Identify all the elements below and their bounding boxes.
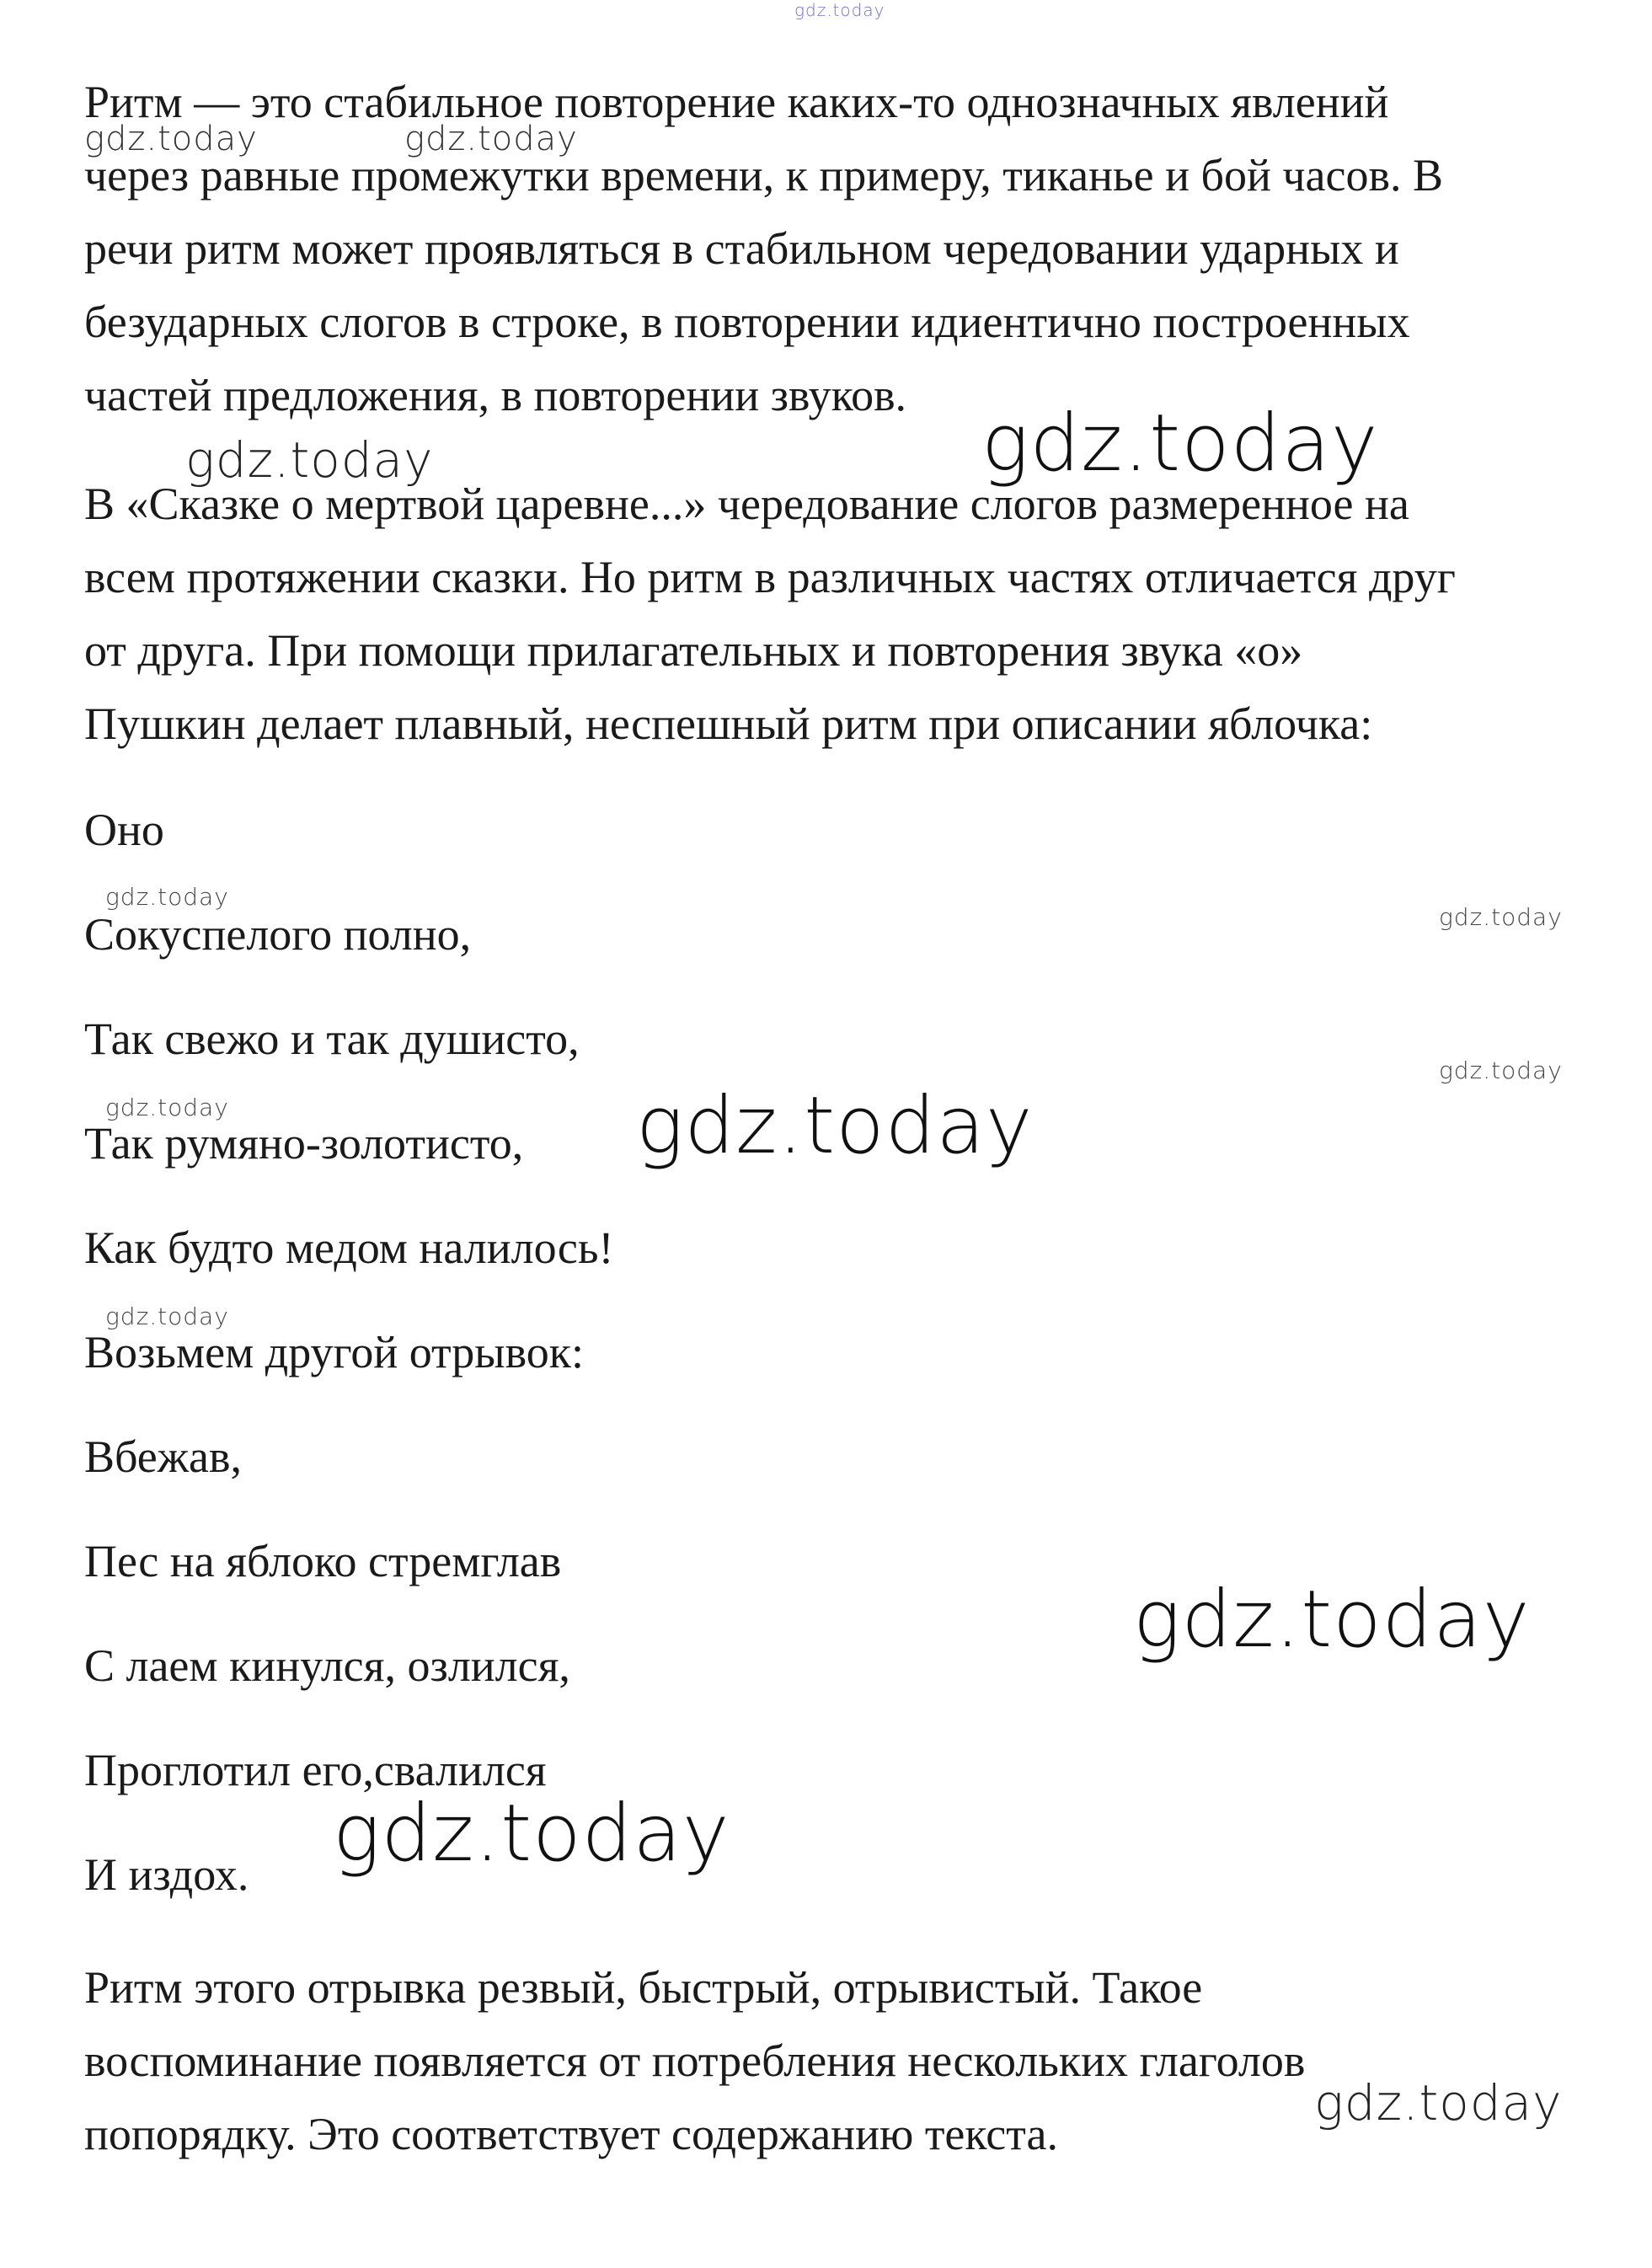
watermark: gdz.today [404, 120, 578, 158]
watermark: gdz.today [1439, 903, 1563, 931]
poem1-line-2: Сокуспелого полно, [84, 909, 472, 960]
paragraph-rhythm-definition: Ритм — это стабильное повторение каких-то однозначных явлений через равные промежутки времени, к примеру, тиканье и бой часов. В речи ритм может проявляться в стабильном чередовании ударных и безударных слогов в строке, в повторении идиентично построенных частей предложения, в повторении звуков. [84, 77, 1443, 420]
watermark-top: gdz.today [794, 0, 885, 20]
watermark: gdz.today [105, 883, 229, 911]
poem1-line-5: Как будто медом налилось! [84, 1222, 614, 1273]
poem2-line-5: И издох. [84, 1849, 249, 1900]
watermark: gdz.today [105, 1094, 229, 1121]
poem1-line-3: Так свежо и так душисто, [84, 1014, 580, 1064]
watermark: gdz.today [1439, 1056, 1563, 1084]
watermark: gdz.today [333, 1788, 730, 1880]
poem2-line-4: Проглотил его,свалился [84, 1745, 547, 1795]
watermark: gdz.today [1314, 2074, 1563, 2132]
watermark: gdz.today [185, 431, 434, 489]
poem1-line-1: Оно [84, 805, 164, 855]
watermark: gdz.today [1133, 1574, 1531, 1666]
poem2-line-3: С лаем кинулся, озлился, [84, 1640, 570, 1691]
poem2-line-2: Пес на яблоко стремглав [84, 1536, 562, 1586]
watermark: gdz.today [105, 1302, 229, 1330]
paragraph-tale-rhythm: В «Сказке о мертвой царевне...» чередование слогов размеренное на всем протяжении сказки. Но ритм в различных частях отличается друг от друга. При помощи прилагательных и повторения звука «о» Пушкин делает плавный, неспешный ритм при описании яблочка: [84, 479, 1456, 749]
intro-second-excerpt: Возьмем другой отрывок: [84, 1327, 584, 1377]
paragraph-second-rhythm: Ритм этого отрывка резвый, быстрый, отрывистый. Такое воспоминание появляется от потребления нескольких глаголов попорядку. Это соответствует содержанию текста. [84, 1962, 1306, 2159]
poem2-line-1: Вбежав, [84, 1431, 243, 1482]
watermark: gdz.today [636, 1080, 1034, 1172]
watermark: gdz.today [981, 398, 1379, 489]
watermark: gdz.today [84, 120, 258, 158]
poem1-line-4: Так румяно-золотисто, [84, 1118, 524, 1169]
